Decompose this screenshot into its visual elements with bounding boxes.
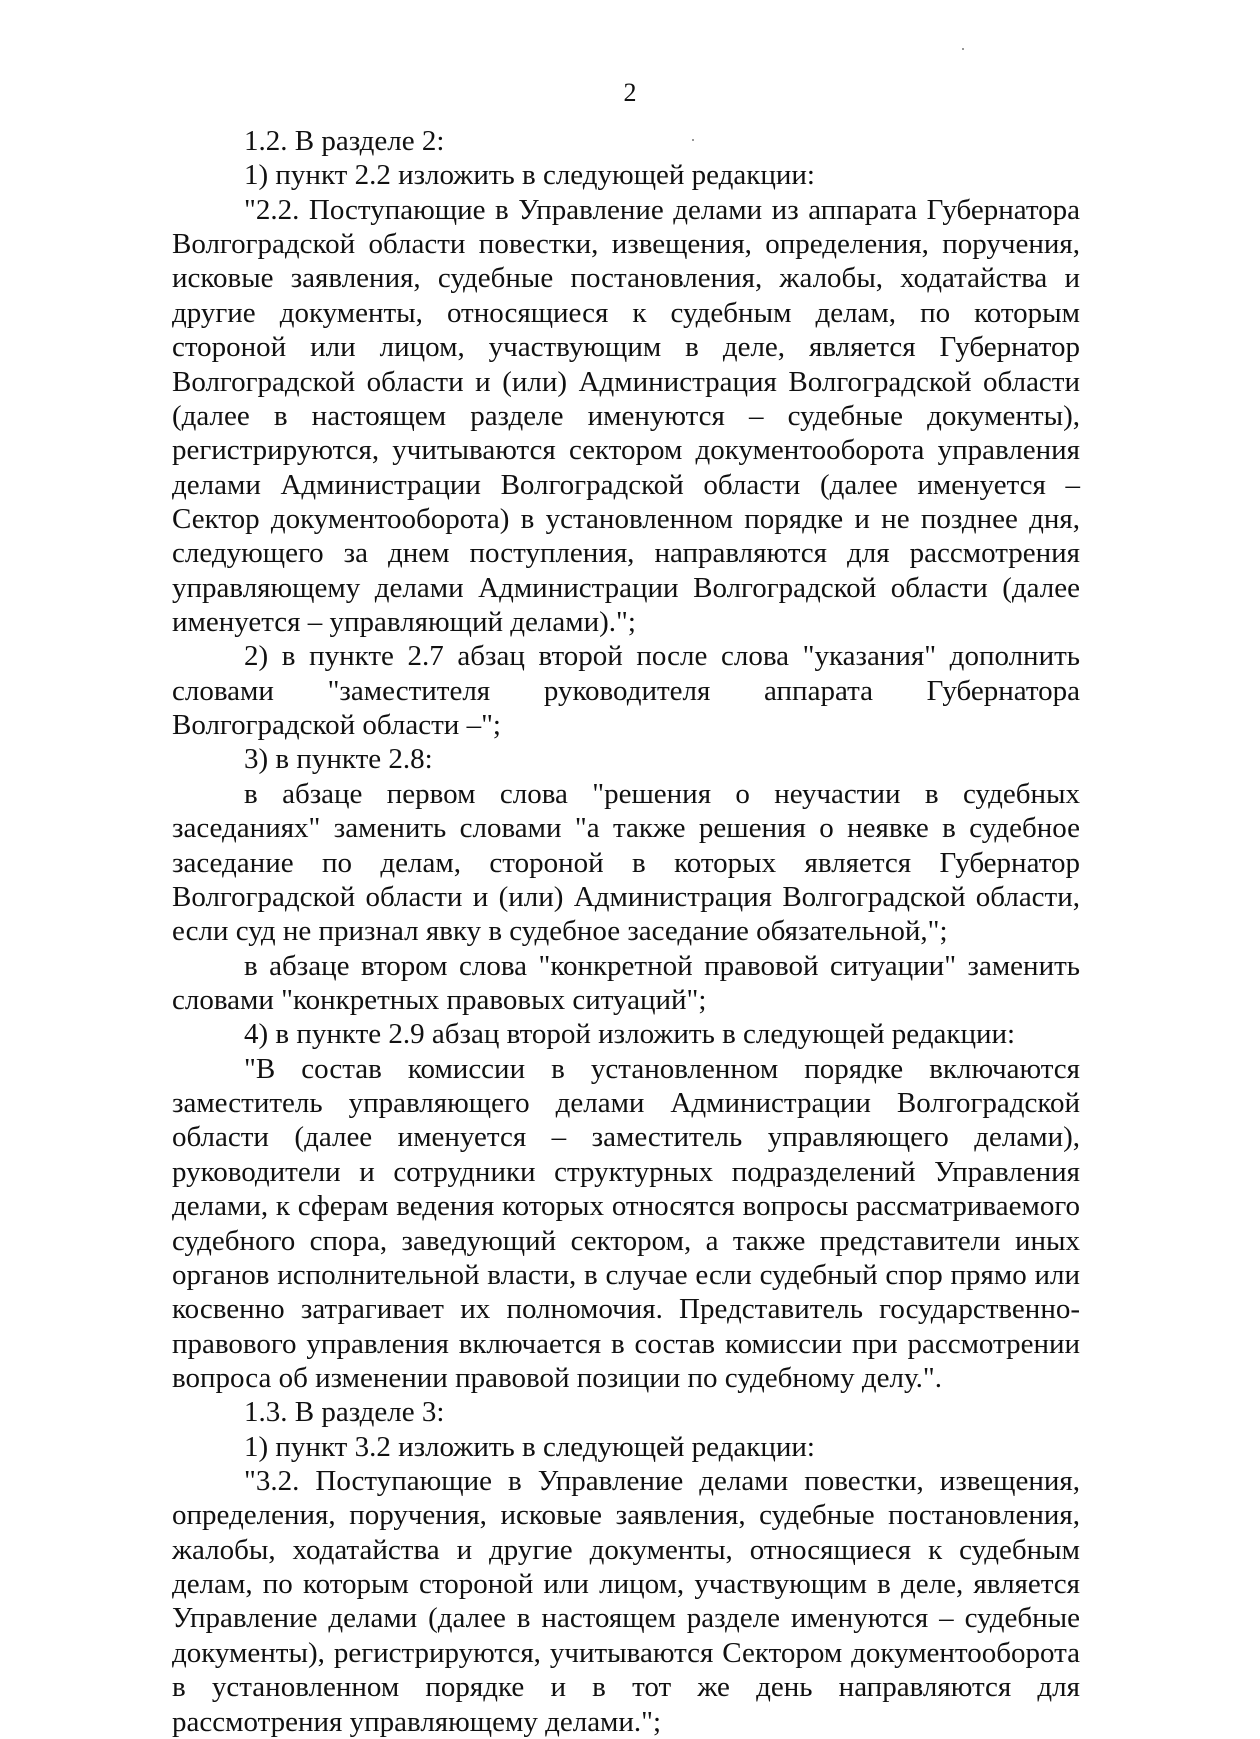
paragraph-second-abzac: в абзаце втором слова "конкретной правовой ситуации" заменить словами "конкретных правовых ситуаций";: [172, 949, 1080, 1016]
paragraph-item-1: 1) пункт 2.2 изложить в следующей редакции:: [244, 159, 815, 192]
paragraph-clause-3-2: "3.2. Поступающие в Управление делами повестки, извещения, определения, поручения, исковые заявления, судебные постановления, жалобы, ходатайства и другие документы, относящиеся к судебным делам, по которым стороной или лицом, участвующим в деле, является Управление делами (далее в настоящем разделе именуются – судебные документы), регистрируются, учитываются Сектором документооборота в установленном порядке и в тот же день направляются для рассмотрения управляющему делами.";: [172, 1465, 1080, 1738]
document-body: [172, 124, 1080, 1739]
paragraph-item-3: 3) в пункте 2.8:: [244, 743, 433, 776]
scan-speck: [962, 48, 964, 50]
section-heading-1-3: 1.3. В разделе 3:: [244, 1396, 445, 1429]
page-number: 2: [623, 78, 637, 107]
paragraph-item-1-section-3: 1) пункт 3.2 изложить в следующей редакции:: [244, 1430, 815, 1463]
paragraph-clause-2-2: "2.2. Поступающие в Управление делами из аппарата Губернатора Волгоградской области повестки, извещения, определения, поручения, исковые заявления, судебные постановления, жалобы, ходатайства и другие документы, относящиеся к судебным делам, по которым стороной или лицом, участвующим в деле, является Губернатор Волгоградской области и (или) Администрация Волгоградской области (далее в настоящем разделе именуются – судебные документы), регистрируются, учитываются сектором документооборота управления делами Администрации Волгоградской области (далее именуется – Сектор документооборота) в установленном порядке и не позднее дня, следующего за днем поступления, направляются для рассмотрения управляющему делами Администрации Волгоградской области (далее именуется – управляющий делами).";: [172, 193, 1080, 639]
paragraph-first-abzac: в абзаце первом слова "решения о неучастии в судебных заседаниях" заменить словами "а также решения о неявке в судебное заседание по делам, стороной в которых является Губернатор Волгоградской области и (или) Администрация Волгоградской области, если суд не признал явку в судебное заседание обязательной,";: [172, 777, 1080, 948]
paragraph-item-2: 2) в пункте 2.7 абзац второй после слова "указания" дополнить словами "заместителя руководителя аппарата Губернатора Волгоградской области –";: [172, 640, 1080, 742]
paragraph-item-4: 4) в пункте 2.9 абзац второй изложить в следующей редакции:: [244, 1018, 1016, 1051]
section-heading-1-2: 1.2. В разделе 2:: [244, 125, 445, 157]
paragraph-commission: "В состав комиссии в установленном порядке включаются заместитель управляющего делами Администрации Волгоградской области (далее именуется – заместитель управляющего делами), руководители и сотрудники структурных подразделений Управления делами, к сферам ведения которых относятся вопросы рассматриваемого судебного спора, заведующий сектором, а также представители иных органов исполнительной власти, в случае если судебный спор прямо или косвенно затрагивает их полномочия. Представитель государственно-правового управления включается в состав комиссии при рассмотрении вопроса об изменении правовой позиции по судебному делу.".: [172, 1052, 1080, 1394]
scan-speck: [692, 139, 694, 141]
